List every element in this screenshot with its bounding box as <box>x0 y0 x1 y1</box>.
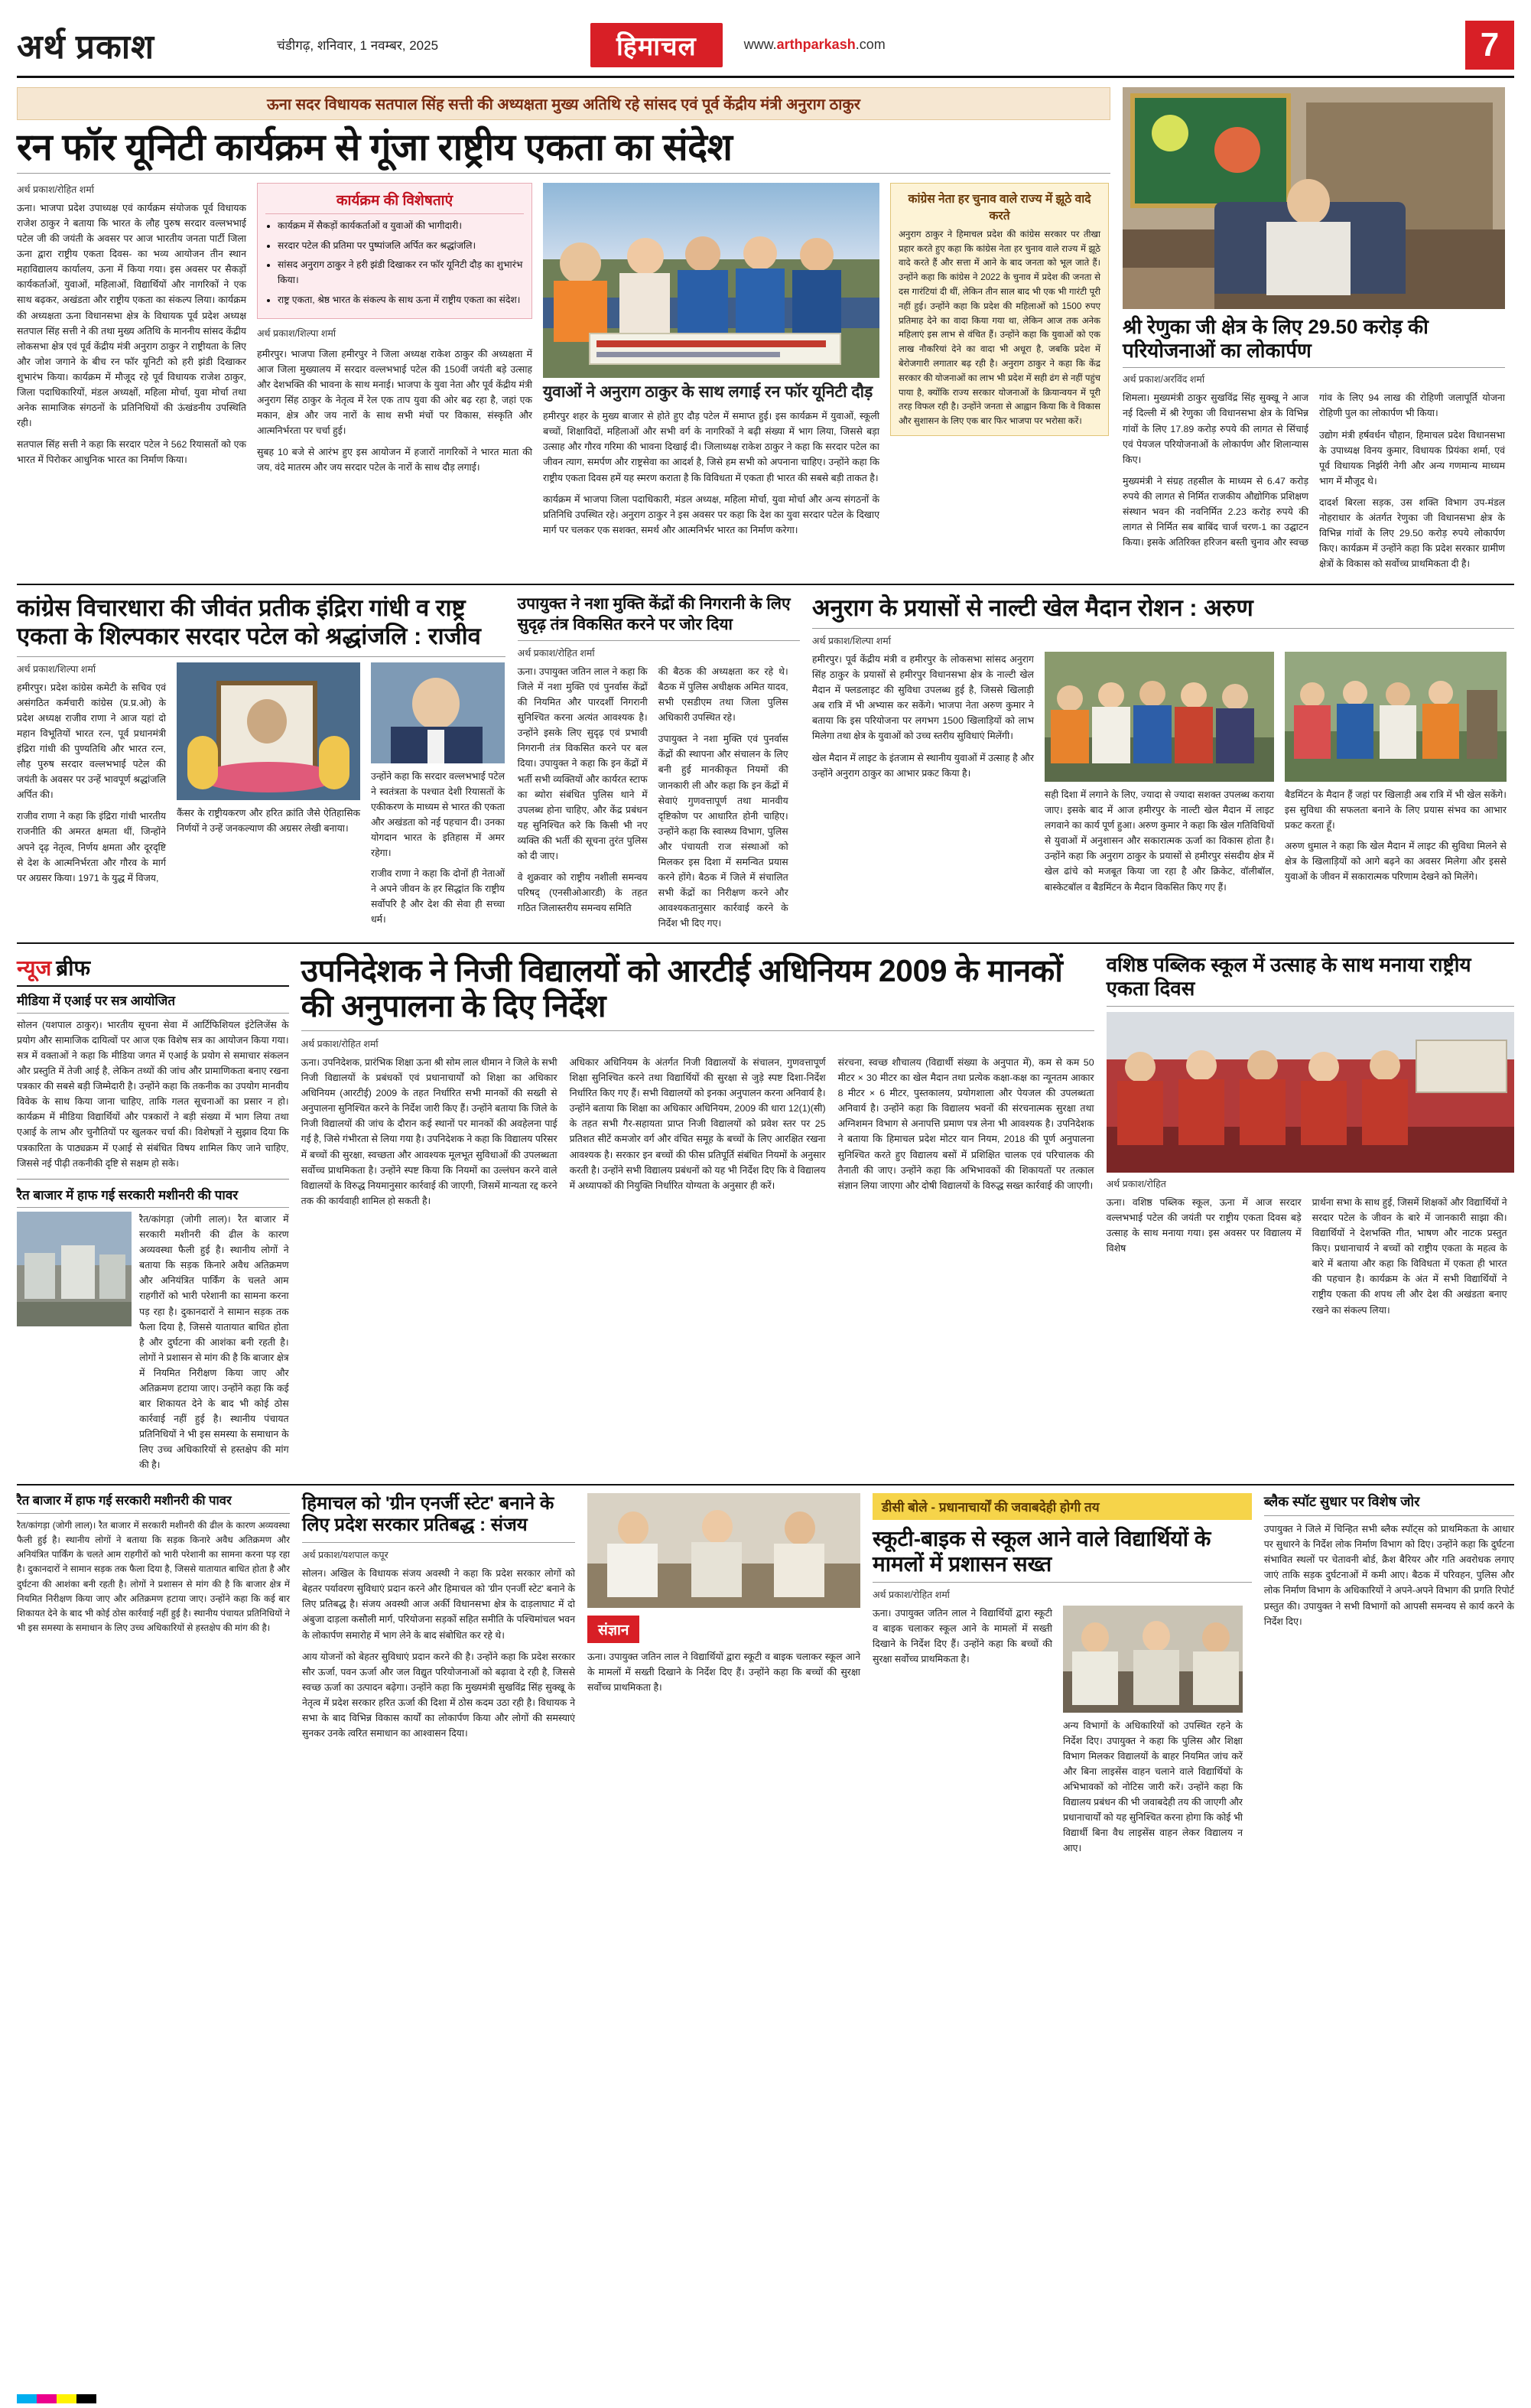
scooter-byline: अर्थ प्रकाश/रोहित शर्मा <box>872 1589 950 1600</box>
sanjog-tag: संज्ञान <box>587 1616 640 1643</box>
website-prefix: www. <box>743 37 777 52</box>
lead-columns <box>17 183 1110 538</box>
website-suffix: .com <box>855 37 886 52</box>
lead-col-4 <box>890 183 1109 538</box>
brief-continuation <box>17 1493 290 1856</box>
brief-item2-text: रैत/कांगड़ा (जोगी लाल)। रैत बाजार में सरकारी मशीनरी की ढील के कारण अव्यवस्था फैली हुई है। स्थानीय लोगों ने बताया कि सड़क किनारे अवैध अतिक्रमण और अनियंत्रित पार्किंग के चलते आम राहगीरों को भारी परेशानी का सामना करना पड़ रहा है। दुकानदारों ने सामान सड़क तक फैला दिया है, जिससे यातायात बाधित होता है और दुर्घटना की आशंका बनी रहती है। लोगों ने प्रशासन से मांग की है कि बाजार क्षेत्र में नियमित निरीक्षण किया जाए और अतिक्रमण हटाया जाए। उन्होंने कहा कि कई बार शिकायत देने के बाद भी कोई ठोस कार्रवाई नहीं हुई है। स्थानीय पंचायत प्रतिनिधियों ने भी इस समस्या के समाधान के लिए उच्च अधिकारियों से हस्तक्षेप की मांग की है। <box>139 1213 289 1471</box>
black-spot-story <box>1264 1493 1514 1856</box>
drug-col1b: वे शुक्रवार को राष्ट्रीय नशीली समन्वय परिषद् (एनसीओआरडी) के तहत गठित जिलास्तरीय समन्वय समिति <box>517 872 648 914</box>
page-number: 7 <box>1465 21 1514 70</box>
indira-col1: हमीरपुर। प्रदेश कांग्रेस कमेटी के सचिव एवं असंगठित कर्मचारी कांग्रेस (प्र.प्र.ओ) के प्रदेश अध्यक्ष राजीव राणा ने आज यहां दो महान विभूतियों भारत रत्न, पूर्व प्रधानमंत्री इंद्रिरा गांधी की पुण्यतिथि और भारत रत्न, लौह पुरुष सरदार वल्लभभाई पटेल की जयंती के अवसर पर उन्हें भावपूर्ण श्रद्धांजलि अर्पित की। <box>17 682 166 801</box>
news-brief-title-red: न्यूज <box>17 955 52 980</box>
nalti-headline: अनुराग के प्रयासों से नाल्टी खेल मैदान रोशन : अरुण <box>811 594 1253 622</box>
brief-item2-repeat-text: रैत/कांगड़ा (जोगी लाल)। रैत बाजार में सरकारी मशीनरी की ढील के कारण अव्यवस्था फैली हुई है। स्थानीय लोगों ने बताया कि सड़क किनारे अवैध अतिक्रमण और अनियंत्रित पार्किंग के चलते आम राहगीरों को भारी परेशानी का सामना करना पड़ रहा है। दुकानदारों ने सामान सड़क तक फैला दिया है, जिससे यातायात बाधित होता है और दुर्घटना की आशंका बनी रहती है। लोगों ने प्रशासन से मांग की है कि बाजार क्षेत्र में नियमित निरीक्षण किया जाए और अतिक्रमण हटाया जाए। उन्होंने कहा कि कई बार शिकायत देने के बाद भी कोई ठोस कार्रवाई नहीं हुई है। स्थानीय पंचायत प्रतिनिधियों ने भी इस समस्या के समाधान के लिए उच्च अधिकारियों से हस्तक्षेप की मांग की है। <box>17 1520 290 1633</box>
indira-col2b: उन्होंने कहा कि सरदार वल्लभभाई पटेल ने स्वतंत्रता के पश्चात देशी रियासतों के एकीकरण के माध्यम से भारत की एकता और अखंडता को नई पहचान दी। उनका योगदान भारत के इतिहास में अमर रहेगा। <box>371 770 505 859</box>
brief-item1-headline: मीडिया में एआई पर सत्र आयोजित <box>17 993 176 1008</box>
divider <box>17 1513 290 1514</box>
lead-story <box>17 87 1110 571</box>
divider <box>302 1542 575 1543</box>
indira-col2c: राजीव राणा ने कहा कि दोनों ही नेताओं ने अपने जीवन के हर सिद्धांत कि राष्ट्रीय सर्वोपरि है और देश की सेवा ही सच्चा धर्म। <box>371 868 505 926</box>
lead-col1-text: ऊना। भाजपा प्रदेश उपाध्यक्ष एवं कार्यक्रम संयोजक पूर्व विधायक राजेश ठाकुर ने बताया कि भारत के लौह पुरुष सरदार वल्लभभाई पटेल जी की जयंती के अवसर पर आज भारतीय जनता पार्टी जिला ऊना द्वारा राष्ट्रीय एकता दिवस- का भव्य आयोजन तीन स्थान महाविद्यालय कार्यालय, ऊना में किया गया। इस अवसर पर सैकड़ों कार्यकर्ताओं, युवाओं, महिलाओं, विद्यार्थियों और नागरिकों ने एक साथ बढ़कर, अखंडता और राष्ट्रीय एकता का संकल्प लिया। कार्यक्रम की अध्यक्षता ऊना विधानसभा क्षेत्र के विधायक पूर्व प्रदेश अध्यक्ष सतपाल सिंह सत्ती ने की तथा मुख्य अतिथि के माननीय सांसद केंद्रीय लोकसभा क्षेत्र एवं पूर्व केंद्रीय मंत्री अनुराग ठाकुर ने राष्ट्रीयता के लिए और जोश जगाने के बीच रन फॉर यूनिटी को हरी झंडी दिखाकर शुभारंभ किया। कार्यक्रम में मौजूद रहे पूर्व विधायक राजेश ठाकुर, जिला पदाधिकारियों, मंडल अध्यक्षों, महिला मोर्चा, युवा मोर्चा तथा अनेक सामाजिक संगठनों के प्रतिनिधियों की ऊंखंडनीय उपस्थिति रही। <box>17 202 246 429</box>
divider <box>518 640 800 641</box>
list-item: • सांसद अनुराग ठाकुर ने हरी झंडी दिखाकर रन फॉर यूनिटी दौड़ का शुभारंभ किया। <box>278 258 524 288</box>
renuka-story <box>1123 87 1505 571</box>
list-item: • राष्ट्र एकता, श्रेष्ठ भारत के संकल्प के साथ ऊना में राष्ट्रीय एकता का संदेश। <box>278 293 524 308</box>
dateline: चंडीगढ़, शनिवार, 1 नवम्बर, 2025 <box>277 38 439 53</box>
green-energy-col2: आय योजनों को बेहतर सुविधाएं प्रदान करने की है। उन्होंने कहा कि प्रदेश सरकार सौर ऊर्जा, पवन ऊर्जा और जल विद्युत परियोजनाओं को बढ़ावा दे रही है, जिससे स्वच्छ ऊर्जा का उत्पादन बढ़ेगा। उन्होंने कहा कि मुख्यमंत्री सुखविंद्र सिंह सुक्खू के नेतृत्व में प्रदेश सरकार हरित ऊर्जा की दिशा में ठोस कदम उठा रही है। विधायक ने सभा के बाद विभिन्न विकास कार्यों का लोकार्पण किया और लोगों की समस्याएं सुनकर उनके त्वरित समाधान का आश्वासन दिया। <box>301 1651 575 1739</box>
list-item: • सरदार पटेल की प्रतिमा पर पुष्पांजलि अर्पित कर श्रद्धांजलि। <box>278 239 524 254</box>
nalti-col3b: अरुण धुमाल ने कहा कि खेल मैदान में लाइट की सुविधा मिलने से क्षेत्र के खिलाड़ियों को आगे बढ़ने का अवसर मिलेगा और इससे युवाओं के जीवन में सकारात्मक परिणाम देखने को मिलेंगे। <box>1284 841 1507 883</box>
nalti-col3: बैडमिंटन के मैदान हैं जहां पर खिलाड़ी अब रात्रि में भी खेल सकेंगे। इस सुविधा की सफलता बनाने के लिए प्रयास संभव का आभार प्रकट करता हूँ। <box>1284 789 1507 831</box>
nalti-ground-story <box>812 594 1514 931</box>
lead-photo-run-for-unity <box>543 183 879 378</box>
sidebar-text: अनुराग ठाकुर ने हिमाचल प्रदेश की कांग्रेस सरकार पर तीखा प्रहार करते हुए कहा कि कांग्रेस नेता हर चुनाव वाले राज्य में झूठे वादे करते हैं और सत्ता में आने के बाद जनता को भूल जाते हैं। उन्होंने कहा कि कांग्रेस ने 2022 के चुनाव में प्रदेश की जनता से दस गारंटियां दी थीं, लेकिन तीन साल बाद भी एक भी गारंटी पूरी नहीं हुई। उन्होंने कहा कि प्रदेश की महिलाओं को 1500 रुपए प्रतिमाह देने का वादा किया गया था, लेकिन आज तक अनेक महिलाएं इस लाभ से वंचित हैं। उन्होंने कहा कि युवाओं को एक लाख नौकरियां देने का वादा भी अधूरा है, जबकि प्रदेश में बेरोजगारी लगातार बढ़ रही है। अनुराग ठाकुर ने कहा कि केंद्र सरकार की योजनाओं का लाभ भी प्रदेश में सही ढंग से नहीं पहुंच पाया है, क्योंकि राज्य सरकार योजनाओं के क्रियान्वयन में पूरी तरह विफल रही है। उन्होंने जनता से आह्वान किया कि वे विकास और सुशासन के लिए एक बार फिर भाजपा पर भरोसा करें। <box>899 229 1100 427</box>
list-item: • कार्यक्रम में सैकड़ों कार्यकर्ताओं व युवाओं की भागीदारी। <box>278 219 524 234</box>
drug-headline: उपायुक्त ने नशा मुक्ति केंद्रों की निगरानी के लिए सुदृढ़ तंत्र विकसित करने पर जोर दिया <box>517 595 791 633</box>
divider <box>17 173 1110 174</box>
divider <box>17 1013 289 1014</box>
lead-col-3 <box>543 183 879 538</box>
print-color-bar <box>17 2394 96 2403</box>
cm-interview-photo <box>1123 87 1505 309</box>
renuka-headline: श्री रेणुका जी क्षेत्र के लिए 29.50 करोड़ की परियोजनाओं का लोकार्पण <box>1123 315 1429 363</box>
vashisht-school-photo <box>1107 1012 1514 1173</box>
renuka-body <box>1123 390 1505 571</box>
lead-col2-text2: सुबह 10 बजे से आरंभ हुए इस आयोजन में हजारों नागरिकों ने भारत माता की जय, वंदे मातरम और जय सरदार पटेल के नारों के साथ दौड़ लगाई। <box>257 447 532 473</box>
lead-col-2 <box>257 183 532 538</box>
rte-headline: उपनिदेशक ने निजी विद्यालयों को आरटीई अधिनियम 2009 के मानकों की अनुपालना के दिए निर्देश <box>301 952 1063 1024</box>
scooter-headline: स्कूटी-बाइक से स्कूल आने वाले विद्यार्थियों के मामलों में प्रशासन सख्त <box>872 1526 1211 1576</box>
vashisht-headline: वशिष्ठ पब्लिक स्कूल में उत्साह के साथ मनाया राष्ट्रीय एकता दिवस <box>1106 952 1471 1000</box>
dc-meeting-column <box>587 1493 860 1856</box>
divider <box>17 1179 289 1180</box>
website-url[interactable] <box>723 37 1465 53</box>
features-list <box>265 219 524 308</box>
publication-logo: अर्थ प्रकाश <box>17 28 155 66</box>
lead-col2-byline: अर्थ प्रकाश/शिल्पा शर्मा <box>257 328 336 340</box>
green-energy-byline: अर्थ प्रकाश/यशपाल कपूर <box>301 1550 388 1561</box>
lead-col-1 <box>17 183 246 538</box>
color-swatch-black <box>76 2394 96 2403</box>
green-energy-col1: सोलन। अखिल के विधायक संजय अवस्थी ने कहा कि प्रदेश सरकार लोगों को बेहतर पर्यावरण सुविधाएं प्रदान करने और हिमाचल को 'ग्रीन एनर्जी स्टेट' बनाने के लिए प्रतिबद्ध है। संजय अवस्थी आज अर्की विधानसभा क्षेत्र के दाड़लाघाट में दो अंबुजा दाड़ला कसौली मार्ग, परियोजना सड़कों सहित समीति के पश्चिमांचल भवन के लोकार्पण समारोह में भाग लेने के बाद संबोधित कर रहे थे। <box>301 1568 575 1641</box>
scooter-col1: ऊना। उपायुक्त जतिन लाल ने विद्यार्थियों द्वारा स्कूटी व बाइक चलाकर स्कूल आने के मामलों में सख्ती दिखाने के निर्देश दिए हैं। उन्होंने कहा कि बच्चों की सुरक्षा सर्वोच्च प्राथमिकता है। <box>872 1607 1052 1664</box>
rte-col3: संरचना, स्वच्छ शौचालय (विद्यार्थी संख्या के अनुपात में), कम से कम 50 मीटर × 30 मीटर का खेल मैदान तथा प्रत्येक कक्षा-कक्ष का न्यूनतम आकार 8 मीटर × 6 मीटर, पुस्तकालय, प्रयोगशाला और पेयजल की उपलब्धता अनिवार्य है। उन्होंने कहा कि विद्यालय भवनों की संरचनात्मक सुरक्षा तथा अग्निशमन विभाग से अनापत्ति प्रमाण पत्र लेना भी आवश्यक है। उपनिदेशक ने बताया कि हिमाचल प्रदेश मोटर यान नियम, 2018 की पूर्ण अनुपालना सुनिश्चित करते हुए विद्यालय बसों में प्रशिक्षित चालक एवं परिचालक की तैनाती की जाए। उन्होंने कहा कि अभिभावकों की शिकायतों पर तत्काल संज्ञान लिया जाएगा और दोषी विद्यालयों के विरुद्ध सख्त कार्रवाई की जाएगी। <box>837 1056 1094 1191</box>
nalti-group-photo <box>1045 652 1274 782</box>
lead-headline: रन फॉर यूनिटी कार्यक्रम से गूंजा राष्ट्रीय एकता का संदेश <box>17 127 733 168</box>
rte-col1: ऊना। उपनिदेशक, प्रारंभिक शिक्षा ऊना श्री सोम लाल धीमान ने जिले के सभी निजी विद्यालयों के प्रबंधकों एवं प्रधानाचार्यों को शिक्षा का अधिकार अधिनियम (आरटीई) 2009 के तहत निर्धारित सभी मानकों की सख्ती से अनुपालना सुनिश्चित करने के निर्देश जारी किए हैं। उन्होंने बताया कि जिले के निजी विद्यालयों की जांच के दौरान कई स्थानों पर मानकों की अवहेलना पाई गई है, जिसे गंभीरता से लिया गया है। उपनिदेशक ने कहा कि विद्यालय परिसर में बच्चों की सुरक्षा, स्वच्छता और आवश्यक मूलभूत सुविधाओं की उपलब्धता सर्वोच्च प्राथमिकता है। उन्होंने स्पष्ट किया कि नियमों का उल्लंघन करने वाले विद्यालयों के विरुद्ध नियमानुसार कार्रवाई की जाएगी, जिसमें मान्यता रद्द करने तक की कार्यवाही शामिल हो सकती है। <box>301 1056 557 1206</box>
vashisht-col2: प्रार्थना सभा के साथ हुई, जिसमें शिक्षकों और विद्यार्थियों ने सरदार पटेल के जीवन के बारे में जानकारी साझा की। विद्यार्थियों ने देशभक्ति गीत, भाषण और नाटक प्रस्तुत किए। प्रधानाचार्य ने बच्चों को राष्ट्रीय एकता के महत्व के बारे में बताया और कहा कि विविधता में एकता ही भारत की पहचान है। कार्यक्रम के अंत में सभी विद्यार्थियों ने राष्ट्रीय एकता की शपथ ली और देश की अखंडता बनाए रखने का संकल्प लिया। <box>1312 1196 1507 1316</box>
lower-section <box>17 942 1514 1473</box>
lead-photo-caption: युवाओं ने अनुराग ठाकुर के साथ लगाई रन फॉर यूनिटी दौड़ <box>543 382 873 401</box>
renuka-text3: उद्योग मंत्री हर्षवर्धन चौहान, हिमाचल प्रदेश विधानसभा के उपाध्यक्ष विनय कुमार, विधायक प्रियंका शर्मा, एवं पूर्व विधायक निर्झरी नेगी और अन्य गणमान्य माध्यम भाग में मौजूद थे। <box>1319 429 1505 486</box>
lead-col3-text2: कार्यक्रम में भाजपा जिला पदाधिकारी, मंडल अध्यक्ष, महिला मोर्चा, युवा मोर्चा और अन्य संगठनों के प्रतिनिधि उपस्थित रहे। अनुराग ठाकुर ने इस अवसर पर कहा कि देश का युवा सरदार पटेल के दिखाए मार्ग पर चलकर एक सशक्त, समर्थ और आत्मनिर्भर भारत का निर्माण करेगा। <box>543 493 879 535</box>
news-brief-title-black: ब्रीफ <box>56 955 91 980</box>
rte-col2: अधिकार अधिनियम के अंतर्गत निजी विद्यालयों के संचालन, गुणवत्तापूर्ण शिक्षा सुनिश्चित करने तथा विद्यार्थियों की सुरक्षा से जुड़े स्पष्ट दिशा-निर्देश निर्धारित किए गए हैं। सभी विद्यालयों को इनका अनुपालन करना अनिवार्य है। उन्होंने बताया कि शिक्षा का अधिकार अधिनियम, 2009 की धारा 12(1)(सी) के तहत सभी गैर-सहायता प्राप्त निजी विद्यालयों को प्रवेश स्तर पर 25 प्रतिशत सीटें कमजोर वर्ग और वंचित समूह के बच्चों के लिए आरक्षित रखना आवश्यक है। सरकार इन बच्चों की फीस प्रतिपूर्ति संबंधित नियमों के अनुसार करती है। उन्होंने सभी विद्यालय प्रबंधनों को यह भी निर्देश दिए कि वे विद्यालय में अध्यापकों की नियुक्ति निर्धारित योग्यता के अनुसार ही करें। <box>569 1056 826 1191</box>
lead-col1-text2: सतपाल सिंह सत्ती ने कहा कि सरदार पटेल ने 562 रियासतों को एक भारत में पिरोकर आधुनिक भारत का निर्माण किया। <box>17 439 246 466</box>
divider <box>812 628 1514 629</box>
congress-sidebar-box <box>890 183 1109 436</box>
brief-item1-text: सोलन (यशपाल ठाकुर)। भारतीय सूचना सेवा में आर्टिफिशियल इंटेलिजेंस के प्रयोग और सामाजिक दायित्वों पर आज एक विशेष सत्र का आयोजन किया गया। सत्र में वक्ताओं ने कहा कि मीडिया जगत में एआई के प्रयोग से समाचार संकलन और प्रस्तुति में तेजी आई है, लेकिन तथ्यों की जांच और प्रामाणिकता बनाए रखना पत्रकार की सबसे बड़ी जिम्मेदारी है। उन्होंने कहा कि तकनीक का उपयोग मानवीय विवेक के साथ किया जाना चाहिए, ताकि गलत सूचनाओं का प्रसार न हो। कार्यक्रम में मीडिया विद्यार्थियों और पत्रकारों ने बड़ी संख्या में भाग लिया तथा एआई के लाभ और चुनौतियों पर खुलकर चर्चा की। विशेषज्ञों ने सुझाव दिया कि पत्रकारिता के पाठ्यक्रम में एआई से संबंधित विषय शामिल किए जाने चाहिए, जिससे नई पीढ़ी तकनीकी दृष्टि से सक्षम हो सके। <box>17 1019 289 1169</box>
sidebar-title: कांग्रेस नेता हर चुनाव वाले राज्य में झूठे वादे करते <box>908 192 1091 223</box>
nalti-col1: हमीरपुर। पूर्व केंद्रीय मंत्री व हमीरपुर के लोकसभा सांसद अनुराग सिंह ठाकुर के प्रयासों से हमीरपुर विधानसभा क्षेत्र के नाल्टी खेल मैदान में फ्लडलाइट की सुविधा उपलब्ध हुई है, जिससे खिलाड़ी अब रात्रि में भी अभ्यास कर सकेंगे। भाजपा नेता अरुण कुमार ने बताया कि इस परियोजना पर लगभग 1500 खिलाड़ियों को लाभ मिलेगा तथा क्षेत्र के युवाओं को उच्च स्तरीय सुविधाएं मिलेंगी। <box>811 653 1034 742</box>
indira-patel-story <box>17 594 505 931</box>
brief-item2-headline: रैत बाजार में हाफ गई सरकारी मशीनरी की पावर <box>17 1187 239 1202</box>
sanjog-strip: डीसी बोले - प्रधानाचार्यों की जवाबदेही होगी तय <box>873 1493 1252 1520</box>
green-energy-event-photo <box>587 1493 860 1608</box>
lead-kicker: ऊना सदर विधायक सतपाल सिंह सत्ती की अध्यक्षता मुख्य अतिथि रहे सांसद एवं पूर्व केंद्रीय मंत्री अनुराग ठाकुर <box>17 87 1110 120</box>
divider <box>301 1030 1094 1031</box>
news-brief-header <box>17 953 289 987</box>
top-section <box>17 87 1514 571</box>
drug-col1: ऊना। उपायुक्त जतिन लाल ने कहा कि जिले में नशा मुक्ति एवं पुनर्वास केंद्रों की नियमित और पारदर्शी निगरानी सुनिश्चित करना अत्यंत आवश्यक है। उन्होंने इसके लिए सुदृढ़ एवं प्रभावी निगरानी तंत्र विकसित करने पर बल दिया। उपायुक्त ने कहा कि इन केंद्रों में भर्ती सभी व्यक्तियों और कार्यरत स्टाफ का ब्योरा संबंधित पुलिस थाने में उपलब्ध होना चाहिए, और केंद्र प्रबंधन यह सुनिश्चित करे कि किसी भी नए व्यक्ति की भर्ती की सूचना तुरंत पुलिस को दी जाए। <box>517 665 648 862</box>
masthead <box>17 14 1514 78</box>
indira-col1b: राजीव राणा ने कहा कि इंद्रिरा गांधी भारतीय राजनीति की अमरत क्षमता थीं, जिन्होंने अपने दृढ़ नेतृत्व, निर्णय क्षमता और दूरदृष्टि से देश के आत्मनिर्भरता और गौरव के मार्ग पर अग्रसर किया। 1971 के युद्ध में विजय, <box>17 811 166 883</box>
drug-centres-story <box>518 594 800 931</box>
scooter-story <box>873 1493 1252 1856</box>
renuka-text2: मुख्यमंत्री ने संग्रह तहसील के माध्यम से 6.47 करोड़ रुपये की लागत से निर्मित राजकीय औद्योगिक प्रशिक्षण संस्थान भवन की नवनिर्मित 2.23 करोड़ रुपये की लागत से निर्मित सब बाबिंद चार्ज चरण-1 का उद्घाटन किया। इसके अतिरिक्त हरिजन बस्ती चुनाव और स्वच्छ गांव के लिए 94 लाख की रोहिणी जलापूर्ति योजना रोहिणी पुल का लोकार्पण भी किया। <box>1123 392 1505 548</box>
color-swatch-cyan <box>17 2394 37 2403</box>
lead-byline: अर्थ प्रकाश/रोहित शर्मा <box>17 184 94 195</box>
divider <box>17 1207 289 1208</box>
drug-col2: की बैठक की अध्यक्षता कर रहे थे। बैठक में पुलिस अधीक्षक अमित यादव, सभी एसडीएम तथा जिला पुलिस अधिकारी उपस्थित रहे। <box>658 665 788 724</box>
vashisht-col1: ऊना। वशिष्ठ पब्लिक स्कूल, ऊना में आज सरदार वल्लभभाई पटेल की जयंती पर राष्ट्रीय एकता दिवस बड़े उत्साह के साथ मनाया गया। इस अवसर पर विद्यालय में विशेष <box>1106 1196 1302 1254</box>
lead-col2-byline-text <box>257 326 532 438</box>
website-name: arthparkash <box>776 37 856 52</box>
nalti-ground-photo <box>1285 652 1507 782</box>
features-box <box>257 183 532 319</box>
mid-section <box>17 584 1514 931</box>
divider <box>1123 367 1505 368</box>
bottom-section <box>17 1484 1514 1856</box>
divider <box>1107 1006 1514 1007</box>
sanjog-col1: ऊना। उपायुक्त जतिन लाल ने विद्यार्थियों द्वारा स्कूटी व बाइक चलाकर स्कूल आने के मामलों में सख्ती दिखाने के निर्देश दिए हैं। उन्होंने कहा कि बच्चों की सुरक्षा सर्वोच्च प्राथमिकता है। <box>587 1651 860 1693</box>
black-spot-text: उपायुक्त ने जिले में चिन्हित सभी ब्लैक स्पॉट्स को प्राथमिकता के आधार पर सुधारने के निर्देश लोक निर्माण विभाग को दिए। उन्होंने कहा कि दुर्घटना संभावित स्थलों पर चेतावनी बोर्ड, क्रैश बैरियर और गति अवरोधक लगाए जाएं ताकि सड़क दुर्घटनाओं में कमी आए। बैठक में परिवहन, पुलिस और लोक निर्माण विभाग के अधिकारियों ने अपने-अपने विभाग की प्रगति रिपोर्ट प्रस्तुत की। उपायुक्त ने सभी विभागों को आपसी समन्वय से कार्य करने के निर्देश दिए। <box>1263 1524 1514 1627</box>
rait-market-photo <box>17 1212 132 1326</box>
indira-headline: कांग्रेस विचारधारा की जीवंत प्रतीक इंद्रिरा गांधी व राष्ट्र एकता के शिल्पकार सरदार पटेल को श्रद्धांजलि : राजीव <box>17 594 481 649</box>
renuka-text1: शिमला। मुख्यमंत्री ठाकुर सुखविंद्र सिंह सुक्खू ने आज नई दिल्ली में श्री रेणुका जी विधानसभा क्षेत्र के विभिन्न गांवों के लिए 17.89 करोड़ रुपये की लागत से सिंचाई एवं पेयजल परियोजनाओं के लोकार्पण और शिलान्यास किए। <box>1123 392 1308 465</box>
rte-byline: अर्थ प्रकाश/रोहित शर्मा <box>301 1038 379 1049</box>
indira-col2: कैंसर के राष्ट्रीयकरण और हरित क्रांति जैसे ऐतिहासिक निर्णयों ने उन्हें जनकल्याण की अग्रसर लेखी बनाया। <box>177 807 360 834</box>
divider <box>873 1582 1252 1583</box>
nalti-col2: सही दिशा में लगाने के लिए, ज्यादा से ज्यादा सशक्त उपलब्ध कराया जाए। इसके बाद में आज हमीरपुर के नाल्टी खेल मैदान में लाइट लगवाने का कार्य पूर्ण हुआ। अरुण कुमार ने कहा कि खेल गतिविधियों से युवाओं में अनुशासन और सकारात्मक ऊर्जा का विकास होता है। उन्होंने कहा कि अनुराग ठाकुर के प्रयासों से हमीरपुर संसदीय क्षेत्र में खेल ढांचे को मजबूत किया जा रहा है और क्रिकेट, वॉलीबॉल, बास्केटबॉल व बैडमिंटन के मैदान विकसित किए गए हैं। <box>1044 789 1274 893</box>
green-energy-story <box>302 1493 575 1856</box>
rte-story <box>301 953 1094 1473</box>
nalti-byline: अर्थ प्रकाश/शिल्पा शर्मा <box>811 635 891 646</box>
divider <box>1264 1515 1514 1516</box>
indira-byline: अर्थ प्रकाश/शिल्पा शर्मा <box>17 663 96 675</box>
edition-badge: हिमाचल <box>590 23 723 67</box>
black-spot-headline: ब्लैक स्पॉट सुधार पर विशेष जोर <box>1263 1493 1420 1509</box>
lead-col2-text: हमीरपुर। भाजपा जिला हमीरपुर ने जिला अध्यक्ष राकेश ठाकुर की अध्यक्षता में आज जिला मुख्यालय में सरदार वल्लभभाई पटेल की 150वीं जयंती बड़े उत्साह और देशभक्ति की भावना के साथ मनाई। भाजपा के युवा नेता और पूर्व केंद्रीय मंत्री अनुराग सिंह ठाकुर के नेतृत्व में रेल एक ताप युवा की ओर बढ़ रहा है, जहां एक मकान, क्षेत्र और जय नारों के साथ सभी मंचों पर विकास, संस्कृति और आत्मनिर्भरता पर चर्चा हुई। <box>257 348 532 436</box>
renuka-text4: दादर्श बिरला सड़क, उस शक्ति विभाग उप-मंडल नोहराधार के अंतर्गत रेणुका जी विधानसभा क्षेत्र के विभिन्न गांवों के लिए 29.50 करोड़ रुपये लोकार्पण किए। कार्यक्रम में उन्होंने कहा कि प्रदेश सरकार ग्रामीण क्षेत्रों के विकास को सर्वोच्च प्राथमिकता दी है। <box>1319 496 1505 570</box>
color-swatch-yellow <box>57 2394 76 2403</box>
scooter-col2: अन्य विभागों के अधिकारियों को उपस्थित रहने के निर्देश दिए। उपायुक्त ने कहा कि पुलिस और शिक्षा विभाग मिलकर विद्यालयों के बाहर नियमित जांच करें और बिना लाइसेंस वाहन चलाने वाले विद्यार्थियों के अभिभावकों को नोटिस जारी करें। उन्होंने कहा कि विद्यालय प्रबंधन की भी जवाबदेही तय की जाएगी और प्रधानाचार्यों को यह सुनिश्चित करना होगा कि कोई भी विद्यार्थी बिना वैध लाइसेंस वाहन लेकर विद्यालय न आए। <box>1062 1720 1243 1854</box>
drug-byline: अर्थ प्रकाश/रोहित शर्मा <box>517 647 595 659</box>
nalti-col1b: खेल मैदान में लाइट के इंतजाम से स्थानीय युवाओं में उत्साह है और उन्होंने अनुराग ठाकुर का आभार प्रकट किया है। <box>811 752 1034 779</box>
drug-col2b: उपायुक्त ने नशा मुक्ति एवं पुनर्वास केंद्रों की स्थापना और संचालन के लिए बनी हुई मानकीकृत नियमों की जानकारी ली और कहा कि इन केंद्रों में सेवाएं गुणवत्तापूर्ण तथा मानवीय दृष्टिकोण पर आधारित होनी चाहिए। उन्होंने कहा कि स्वास्थ्य विभाग, पुलिस और पंचायती राज संस्थाओं को मिलकर इस दिशा में समन्वित प्रयास करने होंगे। बैठक में जिले में संचालित सभी केंद्रों का निरीक्षण करने और आवश्यकतानुसार कार्रवाई करने के निर्देश भी दिए गए। <box>658 734 788 929</box>
leader-portrait-photo <box>371 662 505 763</box>
color-swatch-magenta <box>37 2394 57 2403</box>
features-title: कार्यक्रम की विशेषताएं <box>265 190 524 214</box>
vashisht-byline: अर्थ प्रकाश/रोहित <box>1106 1178 1166 1189</box>
news-brief-column <box>17 953 289 1473</box>
vashisht-story <box>1107 953 1514 1473</box>
green-energy-headline: हिमाचल को 'ग्रीन एनर्जी स्टेट' बनाने के लिए प्रदेश सरकार प्रतिबद्ध : संजय <box>301 1492 554 1536</box>
lead-col3-text: हमीरपुर शहर के मुख्य बाजार से होते हुए दौड़ पटेल में समाप्त हुई। इस कार्यक्रम में युवाओं, स्कूली बच्चों, शिक्षाविदों, महिलाओं और सभी वर्ग के नागरिकों ने बढ़ी संख्या में भाग लिया, जिससे बड़ा उत्साह और गौरव गरिमा की भावना दिखाई दी। जिलाध्यक्ष राकेश ठाकुर ने कहा कि सरदार पटेल का जीवन त्याग, समर्पण और राष्ट्रसेवा का आदर्श है, जिसे हम सभी को अपनाना चाहिए। उन्होंने कहा कि राष्ट्रीय एकता दिवस हमें यह स्मरण कराता है कि विविधता में एकता ही भारत की सबसे बड़ी ताकत है। <box>543 411 879 483</box>
divider <box>17 656 505 657</box>
dc-meeting-photo <box>1063 1606 1243 1713</box>
brief-item2-repeat-headline: रैत बाजार में हाफ गई सरकारी मशीनरी की पावर <box>17 1493 232 1508</box>
tribute-photo <box>177 662 360 800</box>
renuka-byline: अर्थ प्रकाश/अरविंद शर्मा <box>1123 374 1205 386</box>
